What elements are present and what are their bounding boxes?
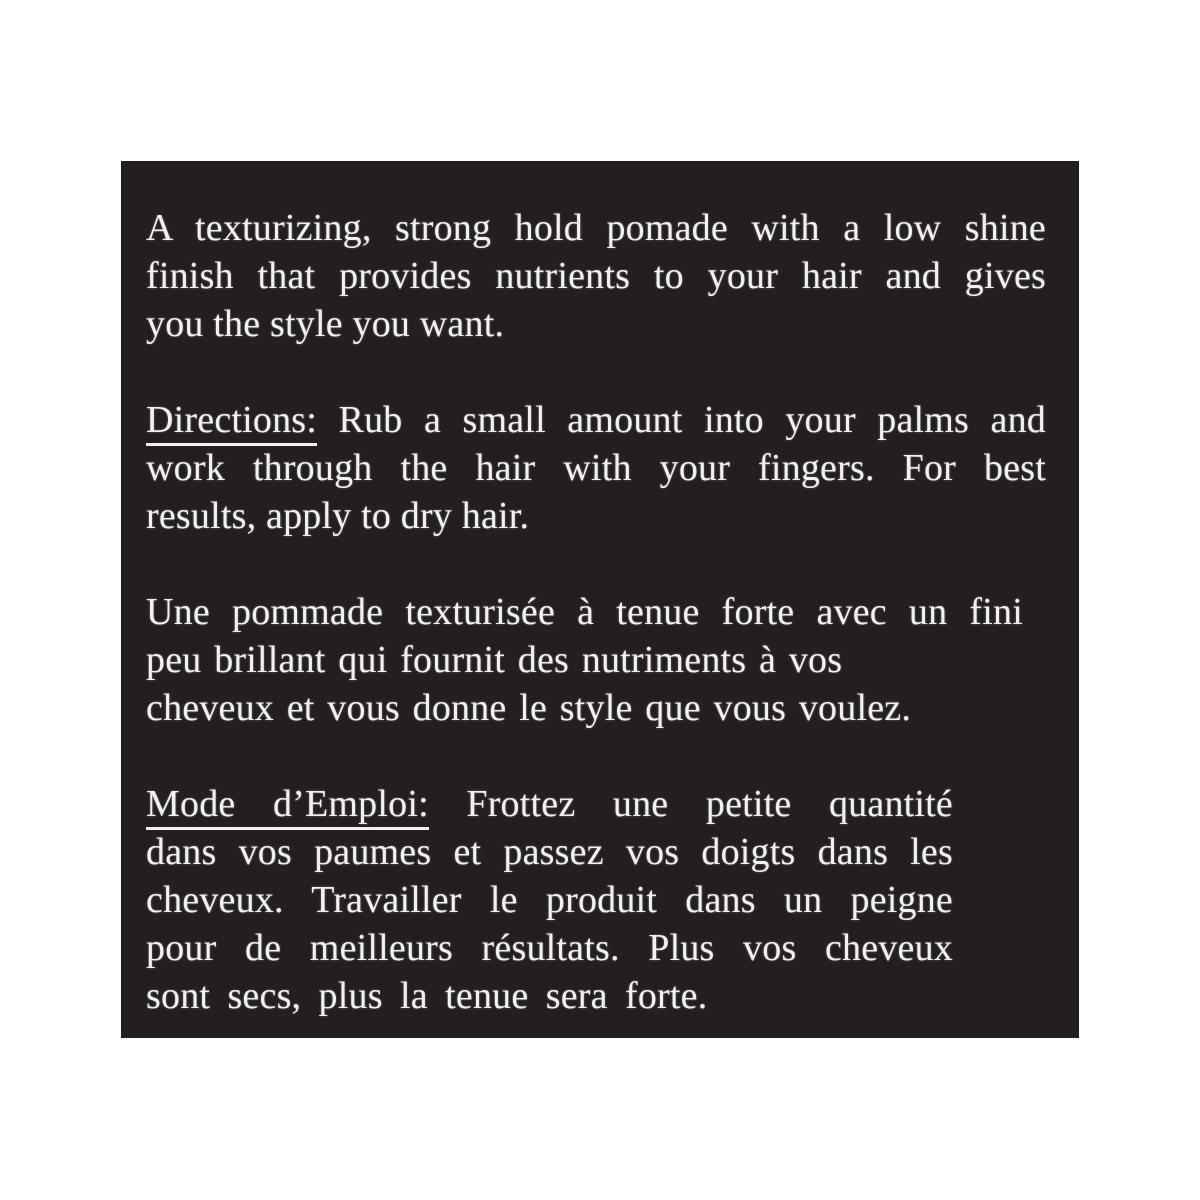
text-line: pour de meilleurs résultats. Plus vos cheveux bbox=[146, 927, 953, 969]
text-line: work through the hair with your fingers. For best bbox=[146, 447, 1046, 489]
directions-first-line-text: Rub a small amount into your palms and bbox=[317, 399, 1046, 441]
directions-heading: Directions: bbox=[146, 399, 317, 446]
paragraph-english-directions bbox=[146, 396, 1046, 540]
mode-demploi-heading: Mode d’Emploi: bbox=[146, 783, 429, 830]
text-line: you the style you want. bbox=[146, 303, 505, 345]
paragraph-french-directions bbox=[146, 780, 953, 1020]
paragraph-french-description bbox=[146, 588, 1023, 732]
paragraph-english-description bbox=[146, 204, 1046, 348]
text-line: peu brillant qui fournit des nutriments à vos bbox=[146, 639, 843, 681]
text-line: A texturizing, strong hold pomade with a low shine bbox=[146, 207, 1046, 249]
text-line: results, apply to dry hair. bbox=[146, 495, 530, 537]
text-line: sont secs, plus la tenue sera forte. bbox=[146, 975, 708, 1017]
label-text-content bbox=[146, 204, 1046, 1020]
text-line: finish that provides nutrients to your hair and gives bbox=[146, 255, 1046, 297]
text-line: cheveux et vous donne le style que vous voulez. bbox=[146, 687, 912, 729]
text-line: dans vos paumes et passez vos doigts dans les bbox=[146, 831, 953, 873]
mode-demploi-first-line-text: Frottez une petite quantité bbox=[428, 783, 953, 825]
text-line bbox=[146, 780, 953, 828]
text-line: cheveux. Travailler le produit dans un peigne bbox=[146, 879, 953, 921]
text-line bbox=[146, 396, 1046, 444]
text-line: Une pommade texturisée à tenue forte avec un fini bbox=[146, 591, 1023, 633]
label-panel bbox=[121, 161, 1079, 1038]
